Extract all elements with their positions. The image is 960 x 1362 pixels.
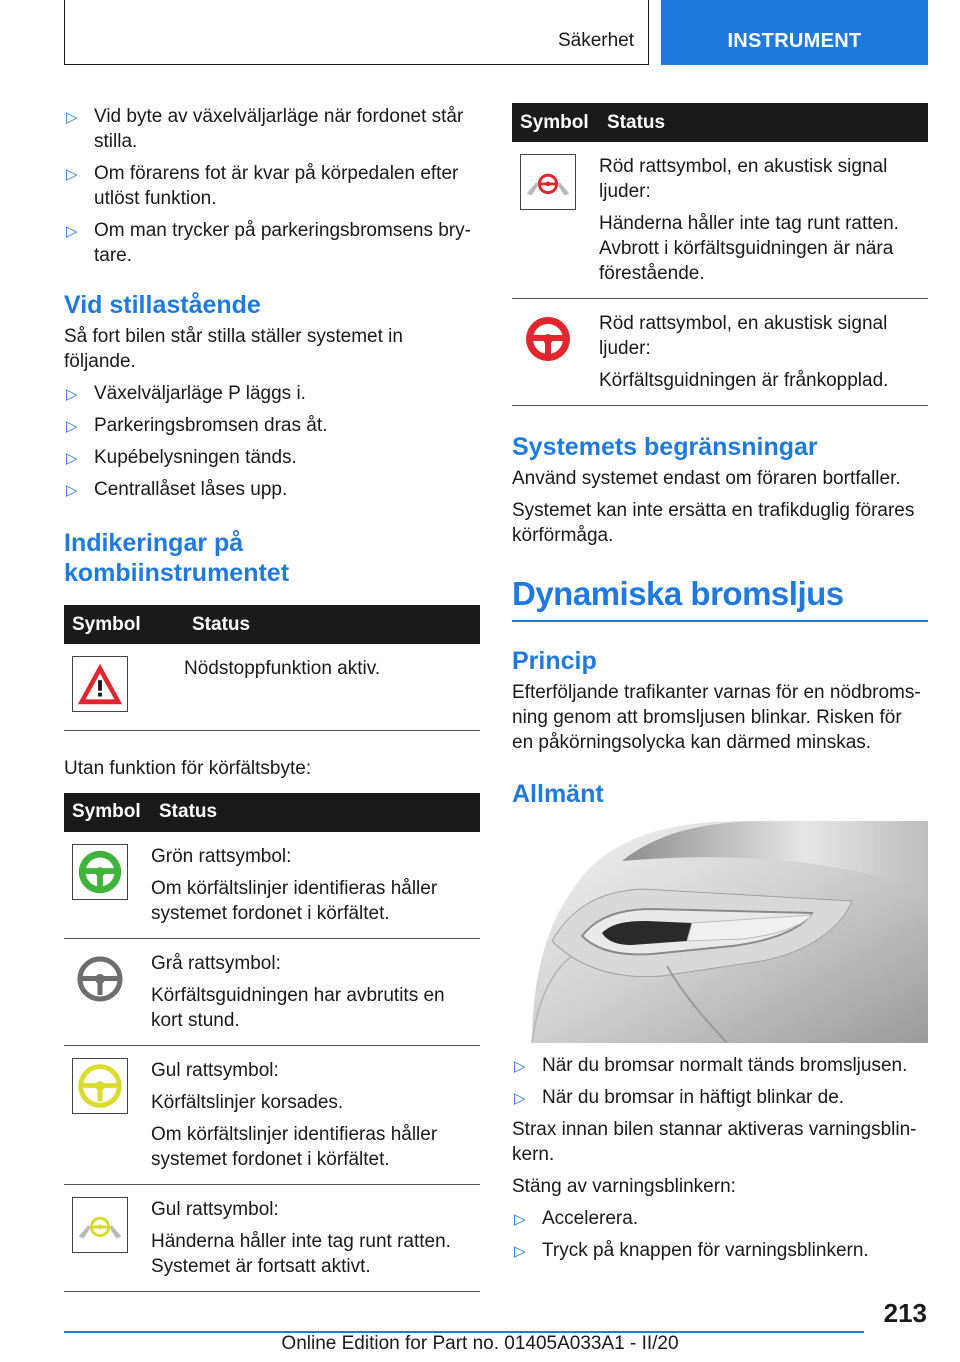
list-item: ▷ Tryck på knappen för varningsblinkern. [512, 1238, 928, 1263]
column-header-status: Status [184, 605, 480, 644]
limits-heading: Systemets begränsningar [512, 433, 818, 461]
column-header-symbol: Symbol [512, 103, 599, 142]
table-row: Nödstoppfunktion aktiv. [64, 644, 480, 730]
bullet-triangle-icon: ▷ [66, 386, 78, 403]
table-row: Gul rattsymbol: Händerna håller inte tag runt ratten. Systemet är fortsatt aktivt. [64, 1184, 480, 1291]
bullet-triangle-icon: ▷ [514, 1090, 526, 1107]
list-item: ▷ Kupébelysningen tänds. [64, 445, 480, 470]
column-header-symbol: Symbol [64, 793, 151, 832]
steering-wheel-red-icon [520, 311, 576, 367]
list-item: ▷ När du bromsar normalt tänds bromsljusen. [512, 1053, 928, 1078]
warning-triangle-icon [72, 656, 128, 712]
footer-edition: Online Edition for Part no. 01405A033A1 - II/20 [281, 1333, 679, 1354]
bullet-triangle-icon: ▷ [66, 482, 78, 499]
list-item: ▷ Parkeringsbromsen dras åt. [64, 413, 480, 438]
column-header-symbol: Symbol [64, 605, 184, 644]
indicator-table-1 [64, 605, 480, 731]
table-row: Gul rattsymbol: Körfältslinjer korsades. Om körfältslinjer identifieras håller systemet fordonet i körfältet. [64, 1045, 480, 1184]
left-column [64, 100, 480, 1292]
bullet-triangle-icon: ▷ [514, 1211, 526, 1228]
bullet-triangle-icon: ▷ [66, 450, 78, 467]
list-item: ▷ När du bromsar in häftigt blinkar de. [512, 1085, 928, 1110]
standstill-intro: Så fort bilen står stilla ställer systemet in följande. [64, 326, 403, 372]
list-item: ▷ Vid byte av växelväljarläge när fordonet står stilla. [66, 106, 464, 152]
table-row: Röd rattsymbol, en akustisk signal ljuder: Händerna håller inte tag runt ratten. Avbrott i körfältsguidningen är nära förestående. [512, 142, 928, 299]
list-item: ▷ Accelerera. [512, 1206, 928, 1231]
limits-paragraph-1: Använd systemet endast om föraren bortfaller. [512, 468, 901, 489]
table-row: Röd rattsymbol, en akustisk signal ljuder: Körfältsguidningen är frånkopplad. [512, 299, 928, 406]
list-item: ▷ Om man trycker på parkeringsbromsens brytare. [66, 220, 471, 266]
standstill-heading: Vid stillastående [64, 291, 261, 319]
steering-wheel-red-hands-icon [520, 154, 576, 210]
limits-paragraph-2: Systemet kan inte ersätta en trafikduglig förares körförmåga. [512, 500, 915, 546]
brakelights-heading: Dynamiska bromsljus [512, 575, 844, 612]
principle-paragraph: Efterföljande trafikanter varnas för en nödbromsning genom att bromsljusen blinkar. Risken för en påkörningsolycka kan därmed minskas. [512, 682, 921, 753]
bullet-triangle-icon: ▷ [66, 223, 78, 240]
indicator-table-2 [64, 793, 480, 1292]
header-frame [64, 0, 649, 65]
steering-wheel-green-icon [72, 844, 128, 900]
hazard-paragraph: Strax innan bilen stannar aktiveras varningsblinkern. [512, 1119, 917, 1165]
table-row: Grön rattsymbol: Om körfältslinjer identifieras håller systemet fordonet i körfältet. [64, 832, 480, 939]
page-number: 213 [883, 1298, 927, 1328]
table-caption: Utan funktion för körfältsbyte: [64, 757, 312, 779]
steering-wheel-yellow-hands-icon [72, 1197, 128, 1253]
indicators-heading: Indikeringar på kombiinstrumentet [64, 529, 290, 587]
right-column [512, 103, 928, 1270]
car-taillight-image [512, 821, 928, 1043]
heading-rule [512, 620, 928, 622]
table-row: Grå rattsymbol: Körfältsguidningen har avbrutits en kort stund. [64, 938, 480, 1045]
principle-heading: Princip [512, 647, 597, 675]
general-heading: Allmänt [512, 780, 604, 808]
bullet-triangle-icon: ▷ [66, 418, 78, 435]
steering-wheel-grey-icon [72, 951, 128, 1007]
list-item: ▷ Växelväljarläge P läggs i. [64, 381, 480, 406]
column-header-status: Status [599, 103, 928, 142]
section-title: Säkerhet [557, 30, 634, 51]
bullet-triangle-icon: ▷ [66, 166, 78, 183]
bullet-triangle-icon: ▷ [66, 109, 78, 126]
indicator-table-3 [512, 103, 928, 406]
steering-wheel-yellow-icon [72, 1058, 128, 1114]
list-item: ▷ Centrallåset låses upp. [64, 477, 480, 502]
column-header-status: Status [151, 793, 480, 832]
list-item: ▷ Om förarens fot är kvar på körpedalen efter utlöst funktion. [66, 163, 459, 209]
bullet-triangle-icon: ▷ [514, 1243, 526, 1260]
bullet-triangle-icon: ▷ [514, 1058, 526, 1075]
hazard-off-paragraph: Stäng av varningsblinkern: [512, 1176, 736, 1197]
chapter-tab[interactable]: INSTRUMENT [661, 0, 928, 65]
